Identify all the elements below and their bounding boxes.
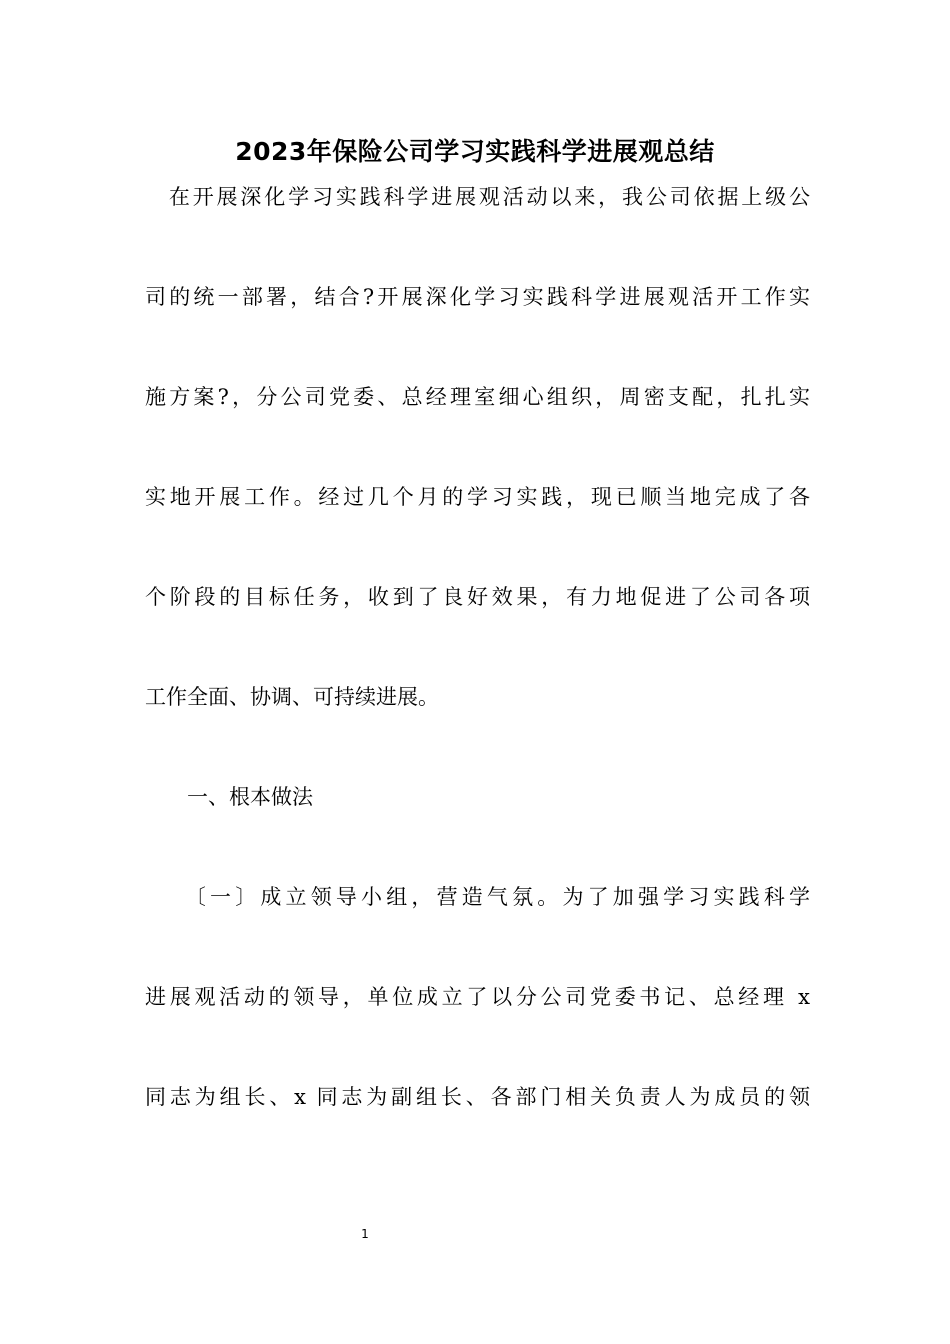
paragraph-line-9: 进展观活动的领导，单位成立了以分公司党委书记、总经理 x [145,985,810,1009]
section-heading: 一、根本做法 [145,785,313,809]
paragraph-line-6: 工作全面、协调、可持续进展。 [145,685,439,709]
paragraph-line-1: 在开展深化学习实践科学进展观活动以来，我公司依据上级公 [145,185,810,209]
paragraph-line-8: 〔一〕成立领导小组，营造气氛。为了加强学习实践科学 [145,885,810,909]
paragraph-line-4: 实地开展工作。经过几个月的学习实践，现已顺当地完成了各 [145,485,810,509]
paragraph-line-2: 司的统一部署，结合?开展深化学习实践科学进展观活开工作实 [145,285,810,309]
paragraph-line-3: 施方案?，分公司党委、总经理室细心组织，周密支配，扎扎实 [145,385,810,409]
document-title: 2023年保险公司学习实践科学进展观总结 [235,137,715,166]
paragraph-line-5: 个阶段的目标任务，收到了良好效果，有力地促进了公司各项 [145,585,810,609]
paragraph-line-10: 同志为组长、x 同志为副组长、各部门相关负责人为成员的领 [145,1085,810,1109]
page-number: 1 [361,1227,369,1241]
